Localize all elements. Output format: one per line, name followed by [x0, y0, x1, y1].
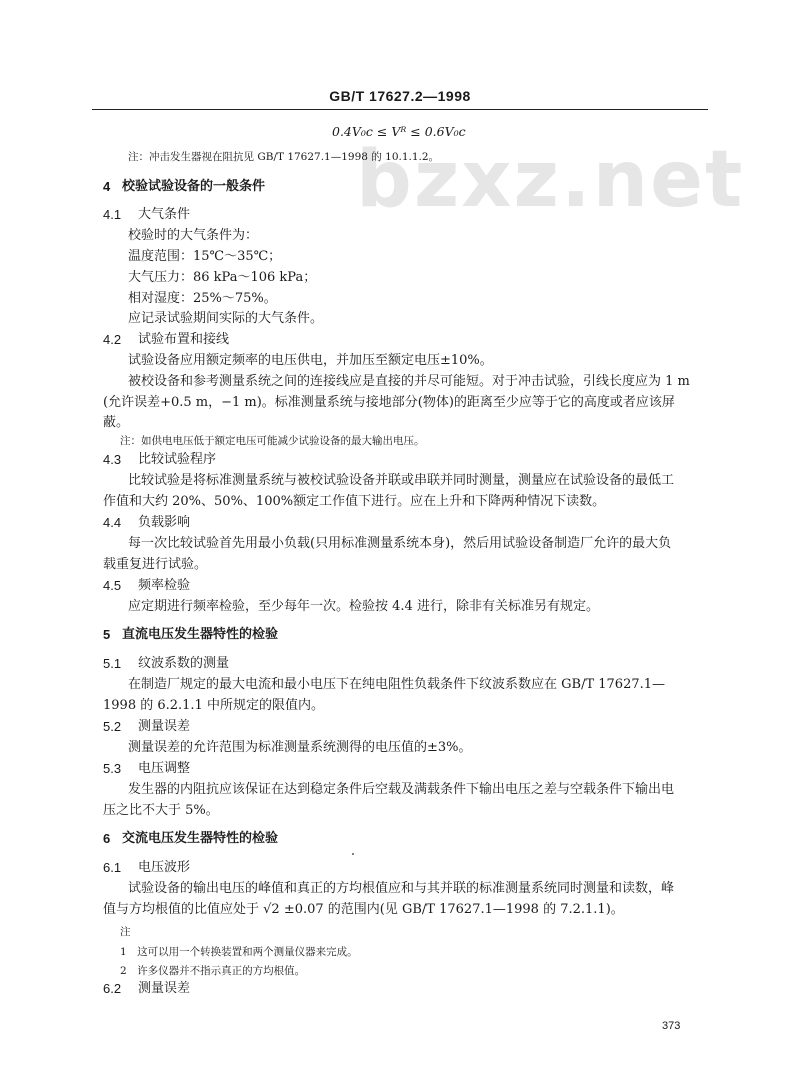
- section-4-title: 校验试验设备的一般条件: [122, 179, 266, 194]
- section-4-3-title: 比较试验程序: [138, 452, 217, 467]
- section-4-1-number: 4.1: [103, 207, 122, 222]
- paragraph-line: 温度范围：15℃～35℃；: [128, 249, 282, 264]
- section-5-2-number: 5.2: [103, 719, 122, 734]
- page-number: 373: [662, 1020, 681, 1032]
- voltage-formula: 0.4V₀c ≤ Vᴿ ≤ 0.6V₀c: [332, 124, 466, 139]
- section-4-2-title: 试验布置和接线: [138, 332, 230, 347]
- section-6-title: 交流电压发生器特性的检验: [122, 831, 279, 846]
- section-6-2-number: 6.2: [103, 981, 122, 996]
- paragraph-line: 测量误差的允许范围为标准测量系统测得的电压值的±3%。: [128, 740, 472, 755]
- paragraph-line: 被校设备和参考测量系统之间的连接线应是直接的并尽可能短。对于冲击试验，引线长度应为 1 m: [128, 374, 690, 389]
- formula-note: 注：冲击发生器视在阻抗见 GB/T 17627.1—1998 的 10.1.1.2。: [128, 151, 440, 163]
- paragraph-line: 试验设备的输出电压的峰值和真正的方均根值应和与其并联的标准测量系统同时测量和读数，峰: [128, 881, 675, 896]
- paragraph-line: 试验设备应用额定频率的电压供电，并加压至额定电压±10%。: [128, 353, 493, 368]
- section-4-4-number: 4.4: [103, 515, 122, 530]
- watermark: bzxz.net: [356, 135, 745, 225]
- paragraph-line: 蔽。: [103, 415, 130, 430]
- paragraph-line: (允许误差+0.5 m，−1 m)。标准测量系统与接地部分(物体)的距离至少应等于它的高度或者应该屏: [103, 395, 675, 410]
- section-4-5-title: 频率检验: [138, 578, 191, 593]
- section-4-2-number: 4.2: [103, 332, 122, 347]
- section-5-1-number: 5.1: [103, 656, 122, 671]
- section-4-5-number: 4.5: [103, 578, 122, 593]
- section-4-3-number: 4.3: [103, 452, 122, 467]
- paragraph-line: 相对湿度：25%～75%。: [128, 291, 277, 306]
- section-6-1-note: 1 这可以用一个转换装置和两个测量仪器来完成。: [120, 946, 358, 958]
- paragraph-line: 作值和大约 20%、50%、100%额定工作值下进行。应在上升和下降两种情况下读数。: [103, 494, 606, 509]
- section-6-1-number: 6.1: [103, 860, 122, 875]
- section-5-3-number: 5.3: [103, 761, 122, 776]
- section-4-4-title: 负载影响: [138, 515, 191, 530]
- scan-speck: [352, 853, 354, 855]
- section-4-number: 4: [103, 179, 111, 194]
- section-6-1-note-head: 注: [120, 926, 131, 938]
- paragraph-line: 比较试验是将标准测量系统与被校试验设备并联或串联并同时测量，测量应在试验设备的最低工: [128, 473, 675, 488]
- section-5-1-title: 纹波系数的测量: [138, 656, 230, 671]
- paragraph-line: 应记录试验期间实际的大气条件。: [128, 311, 324, 326]
- section-6-2-title: 测量误差: [138, 981, 191, 996]
- section-4-2-note: 注：如供电电压低于额定电压可能减少试验设备的最大输出电压。: [120, 435, 425, 447]
- paragraph-line: 发生器的内阻抗应该保证在达到稳定条件后空载及满载条件下输出电压之差与空载条件下输出电: [128, 782, 675, 797]
- page-header: GB/T 17627.2—1998: [329, 88, 471, 104]
- section-5-2-title: 测量误差: [138, 719, 191, 734]
- section-4-1-title: 大气条件: [138, 207, 191, 222]
- paragraph-line: 大气压力：86 kPa～106 kPa；: [128, 270, 317, 285]
- section-6-1-title: 电压波形: [138, 860, 191, 875]
- section-6-1-note: 2 许多仪器并不指示真正的方均根值。: [120, 965, 306, 977]
- section-5-number: 5: [103, 627, 111, 642]
- paragraph-line: 1998 的 6.2.1.1 中所规定的限值内。: [103, 698, 324, 713]
- header-rule: [92, 109, 708, 110]
- paragraph-line: 应定期进行频率检验，至少每年一次。检验按 4.4 进行，除非有关标准另有规定。: [128, 599, 599, 614]
- section-5-3-title: 电压调整: [138, 761, 191, 776]
- paragraph-line: 每一次比较试验首先用最小负载(只用标准测量系统本身)，然后用试验设备制造厂允许的最大负: [128, 536, 672, 551]
- section-5-title: 直流电压发生器特性的检验: [122, 627, 279, 642]
- paragraph-line: 压之比不大于 5%。: [103, 803, 219, 818]
- paragraph-line: 值与方均根值的比值应处于 √2 ±0.07 的范围内(见 GB/T 17627.1—1998 的 7.2.1.1)。: [103, 902, 624, 917]
- section-6-number: 6: [103, 831, 111, 846]
- paragraph-line: 在制造厂规定的最大电流和最小电压下在纯电阻性负载条件下纹波系数应在 GB/T 17627.1—: [128, 677, 666, 692]
- paragraph-line: 载重复进行试验。: [103, 557, 208, 572]
- paragraph-line: 校验时的大气条件为：: [128, 228, 259, 243]
